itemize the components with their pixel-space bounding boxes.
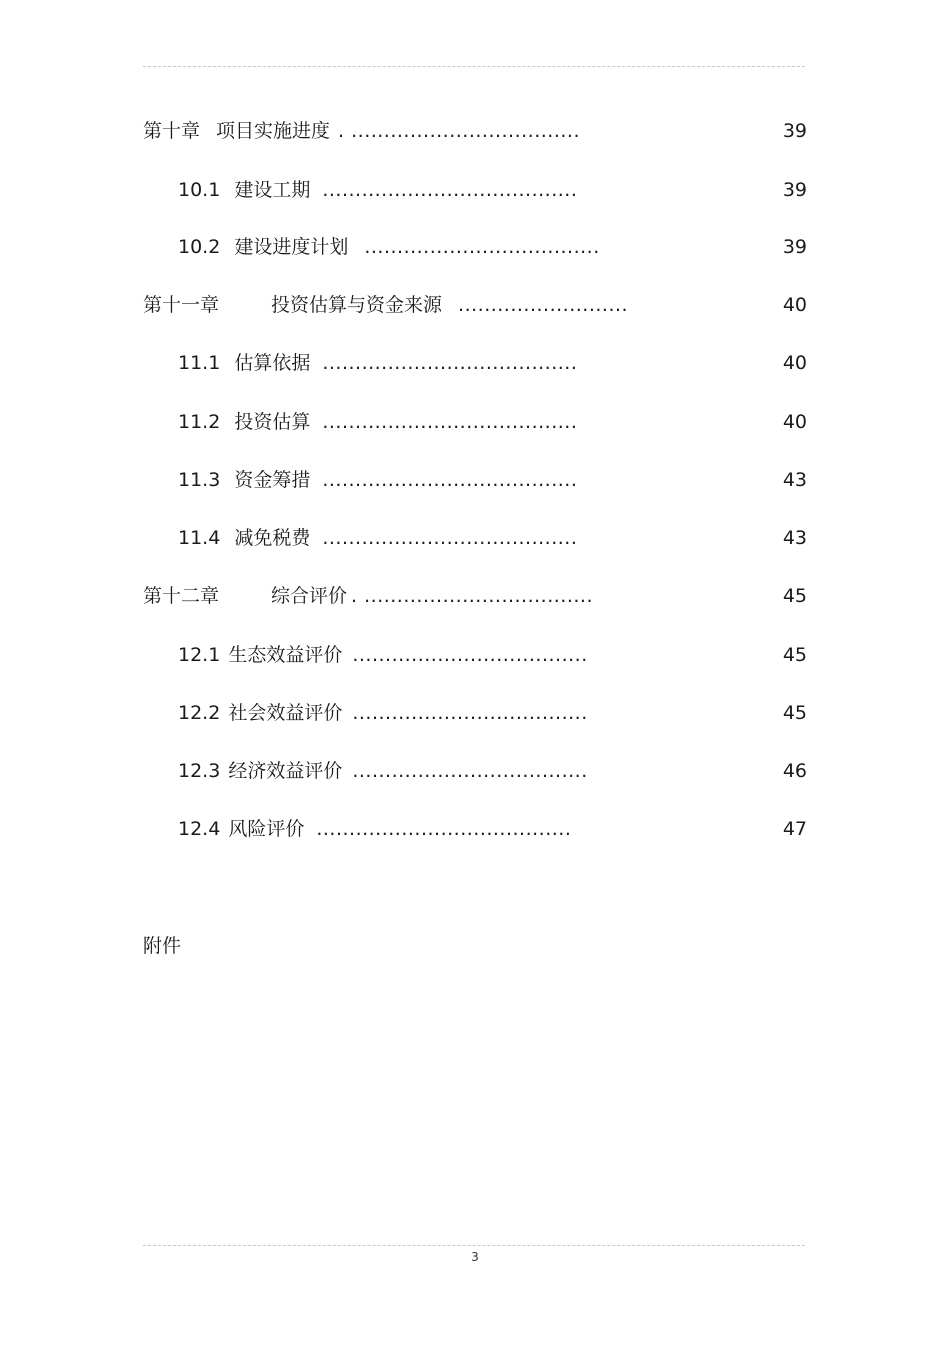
toc-page-number: 43 bbox=[782, 469, 807, 491]
footer-divider bbox=[143, 1245, 805, 1246]
toc-entry-title: 社会效益评价 bbox=[228, 702, 343, 724]
toc-leader-dots: . ................................... bbox=[351, 585, 593, 607]
toc-leader-dots: .................................... bbox=[364, 236, 600, 258]
toc-entry-title: 投资估算与资金来源 bbox=[271, 294, 443, 316]
toc-entry-11-1[interactable] bbox=[178, 348, 577, 378]
toc-entry-11-4[interactable] bbox=[178, 523, 577, 553]
toc-section-number: 12.3 bbox=[178, 760, 221, 782]
toc-leader-dots: . ................................... bbox=[338, 120, 580, 142]
toc-leader-dots: ....................................... bbox=[322, 352, 578, 374]
toc-entry-11-2[interactable] bbox=[178, 407, 577, 437]
toc-section-number: 11.1 bbox=[178, 352, 221, 374]
toc-page-number: 47 bbox=[782, 818, 807, 840]
toc-chapter-label: 第十一章 bbox=[143, 294, 220, 316]
toc-page-number: 39 bbox=[782, 120, 807, 142]
toc-entry-title: 项目实施进度 bbox=[216, 120, 331, 142]
toc-chapter-label: 第十章 bbox=[143, 120, 201, 142]
toc-page-number: 45 bbox=[782, 585, 807, 607]
toc-section-number: 12.4 bbox=[178, 818, 221, 840]
toc-entry-title: 经济效益评价 bbox=[228, 760, 343, 782]
header-divider bbox=[143, 66, 805, 67]
toc-entry-title: 建设进度计划 bbox=[234, 236, 349, 258]
toc-page-number: 45 bbox=[782, 644, 807, 666]
toc-section-number: 12.2 bbox=[178, 702, 221, 724]
toc-page-number: 39 bbox=[782, 179, 807, 201]
toc-leader-dots: ....................................... bbox=[316, 818, 572, 840]
toc-entry-title: 综合评价 bbox=[271, 585, 348, 607]
toc-leader-dots: ....................................... bbox=[322, 411, 578, 433]
appendix-heading[interactable]: 附件 bbox=[143, 935, 182, 957]
toc-leader-dots: .................................... bbox=[352, 760, 588, 782]
toc-leader-dots: ....................................... bbox=[322, 179, 578, 201]
toc-page-number: 45 bbox=[782, 702, 807, 724]
toc-entry-title: 估算依据 bbox=[234, 352, 311, 374]
toc-page-number: 40 bbox=[782, 411, 807, 433]
toc-entry-12-2[interactable] bbox=[178, 698, 588, 728]
footer-page-number: 3 bbox=[471, 1250, 479, 1264]
toc-leader-dots: .......................... bbox=[458, 294, 629, 316]
toc-leader-dots: ....................................... bbox=[322, 527, 578, 549]
toc-entry-12-1[interactable] bbox=[178, 640, 588, 670]
toc-entry-title: 投资估算 bbox=[234, 411, 311, 433]
toc-entry-12-3[interactable] bbox=[178, 756, 588, 786]
toc-page-number: 43 bbox=[782, 527, 807, 549]
toc-entry-11-3[interactable] bbox=[178, 465, 577, 495]
toc-entry-chapter-10[interactable] bbox=[143, 116, 580, 146]
toc-entry-chapter-11[interactable] bbox=[143, 290, 628, 320]
toc-entry-chapter-12[interactable] bbox=[143, 581, 593, 611]
toc-entry-title: 资金筹措 bbox=[234, 469, 311, 491]
toc-entry-title: 减免税费 bbox=[234, 527, 311, 549]
toc-entry-10-1[interactable] bbox=[178, 175, 577, 205]
toc-leader-dots: .................................... bbox=[352, 702, 588, 724]
toc-section-number: 11.4 bbox=[178, 527, 221, 549]
toc-section-number: 10.2 bbox=[178, 236, 221, 258]
toc-chapter-label: 第十二章 bbox=[143, 585, 220, 607]
toc-entry-10-2[interactable] bbox=[178, 232, 600, 262]
toc-entry-title: 风险评价 bbox=[228, 818, 305, 840]
toc-leader-dots: .................................... bbox=[352, 644, 588, 666]
toc-section-number: 10.1 bbox=[178, 179, 221, 201]
toc-entry-title: 建设工期 bbox=[234, 179, 311, 201]
toc-section-number: 11.2 bbox=[178, 411, 221, 433]
toc-page-number: 39 bbox=[782, 236, 807, 258]
toc-entry-12-4[interactable] bbox=[178, 814, 571, 844]
toc-section-number: 11.3 bbox=[178, 469, 221, 491]
toc-entry-title: 生态效益评价 bbox=[228, 644, 343, 666]
toc-page-number: 40 bbox=[782, 352, 807, 374]
toc-leader-dots: ....................................... bbox=[322, 469, 578, 491]
toc-section-number: 12.1 bbox=[178, 644, 221, 666]
toc-page-number: 40 bbox=[782, 294, 807, 316]
toc-page-number: 46 bbox=[782, 760, 807, 782]
